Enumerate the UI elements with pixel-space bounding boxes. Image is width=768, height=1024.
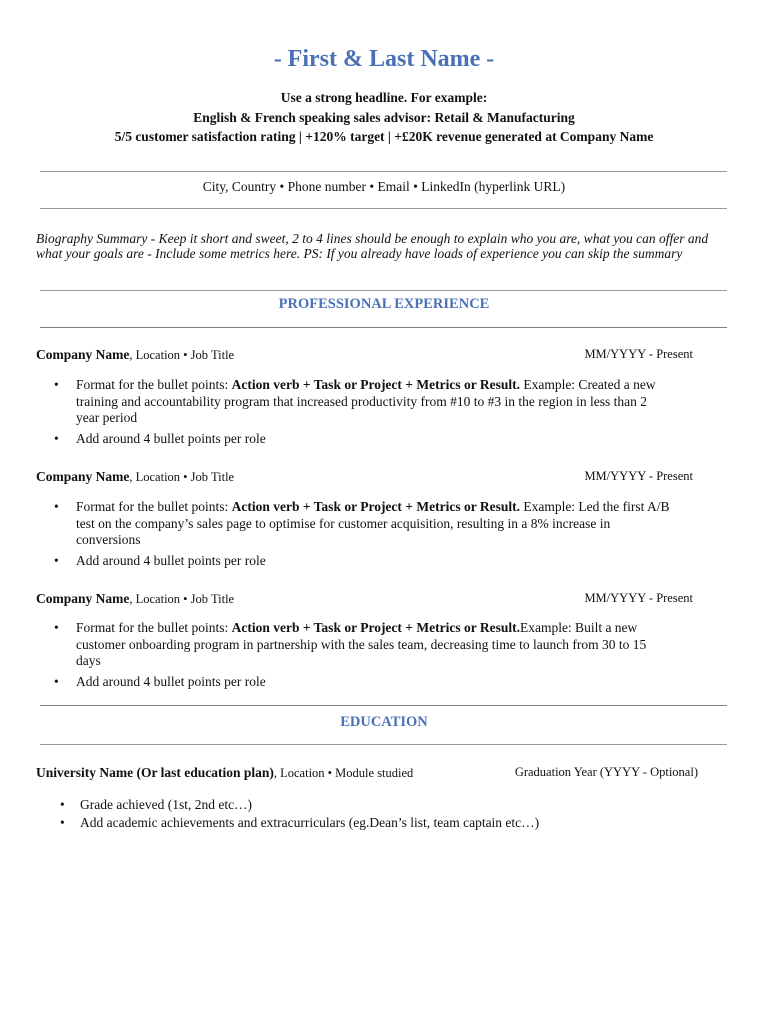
job-header <box>36 469 696 487</box>
bullet-point: • Add academic achievements and extracurriculars (eg.Dean’s list, team captain etc…) <box>60 815 540 830</box>
contact-line: City, Country • Phone number • Email • LinkedIn (hyperlink URL) <box>202 179 566 194</box>
headline-role: English & French speaking sales advisor: Retail & Manufacturing <box>193 110 575 125</box>
divider <box>40 327 727 328</box>
education-bullets <box>58 796 678 832</box>
divider <box>40 705 727 706</box>
headline-intro: Use a strong headline. For example: <box>280 90 488 105</box>
headline-metrics: 5/5 customer satisfaction rating | +120% target | +£20K revenue generated at Company Name <box>114 129 654 144</box>
resume-name: - First & Last Name - <box>273 46 495 72</box>
job-header <box>36 591 696 609</box>
job-meta: , Location • Job Title <box>129 592 235 606</box>
bullet-point: • Add around 4 bullet points per role <box>54 673 266 689</box>
job-bullets <box>52 377 672 451</box>
education-header <box>36 765 701 783</box>
job-dates: MM/YYYY - Present <box>584 469 693 483</box>
section-title-education: EDUCATION <box>340 714 428 730</box>
divider <box>40 208 727 209</box>
job-meta: , Location • Job Title <box>129 470 235 484</box>
bullet-point: • Add around 4 bullet points per role <box>54 430 266 446</box>
bullet-point: • Format for the bullet points: Action verb + Task or Project + Metrics or Result.Example: Built a new customer onboarding program in partnership with the sales team, decreasing time to launch from 30 to 15 days <box>54 620 647 668</box>
section-title-experience: PROFESSIONAL EXPERIENCE <box>278 296 490 312</box>
divider <box>40 744 727 745</box>
biography-summary: Biography Summary - Keep it short and sweet, 2 to 4 lines should be enough to explain who you are, what you can offer and what your goals are - Include some metrics here. PS: If you already have loads of experience you can skip the summary <box>36 231 709 261</box>
school-name: University Name (Or last education plan) <box>36 765 274 780</box>
graduation-year: Graduation Year (YYYY - Optional) <box>514 765 698 779</box>
company-name: Company Name <box>36 347 130 362</box>
bullet-point: • Add around 4 bullet points per role <box>54 552 266 568</box>
job-header <box>36 347 696 365</box>
job-dates: MM/YYYY - Present <box>584 347 693 361</box>
bullet-point: • Format for the bullet points: Action verb + Task or Project + Metrics or Result. Example: Created a new training and accountability program that increased productivity from #10 to #3 in the region in less than 2 year period <box>54 377 656 425</box>
job-meta: , Location • Job Title <box>129 348 235 362</box>
education-meta: , Location • Module studied <box>273 766 414 780</box>
divider <box>40 290 727 291</box>
divider <box>40 171 727 172</box>
company-name: Company Name <box>36 469 130 484</box>
bullet-point: • Grade achieved (1st, 2nd etc…) <box>60 797 253 812</box>
job-bullets <box>52 499 672 573</box>
bullet-point: • Format for the bullet points: Action verb + Task or Project + Metrics or Result. Example: Led the first A/B test on the company’s sales page to optimise for customer acquisition, resulting in a 8% increase in conversions <box>54 499 670 547</box>
job-dates: MM/YYYY - Present <box>584 591 693 605</box>
company-name: Company Name <box>36 591 130 606</box>
job-bullets <box>52 620 672 694</box>
